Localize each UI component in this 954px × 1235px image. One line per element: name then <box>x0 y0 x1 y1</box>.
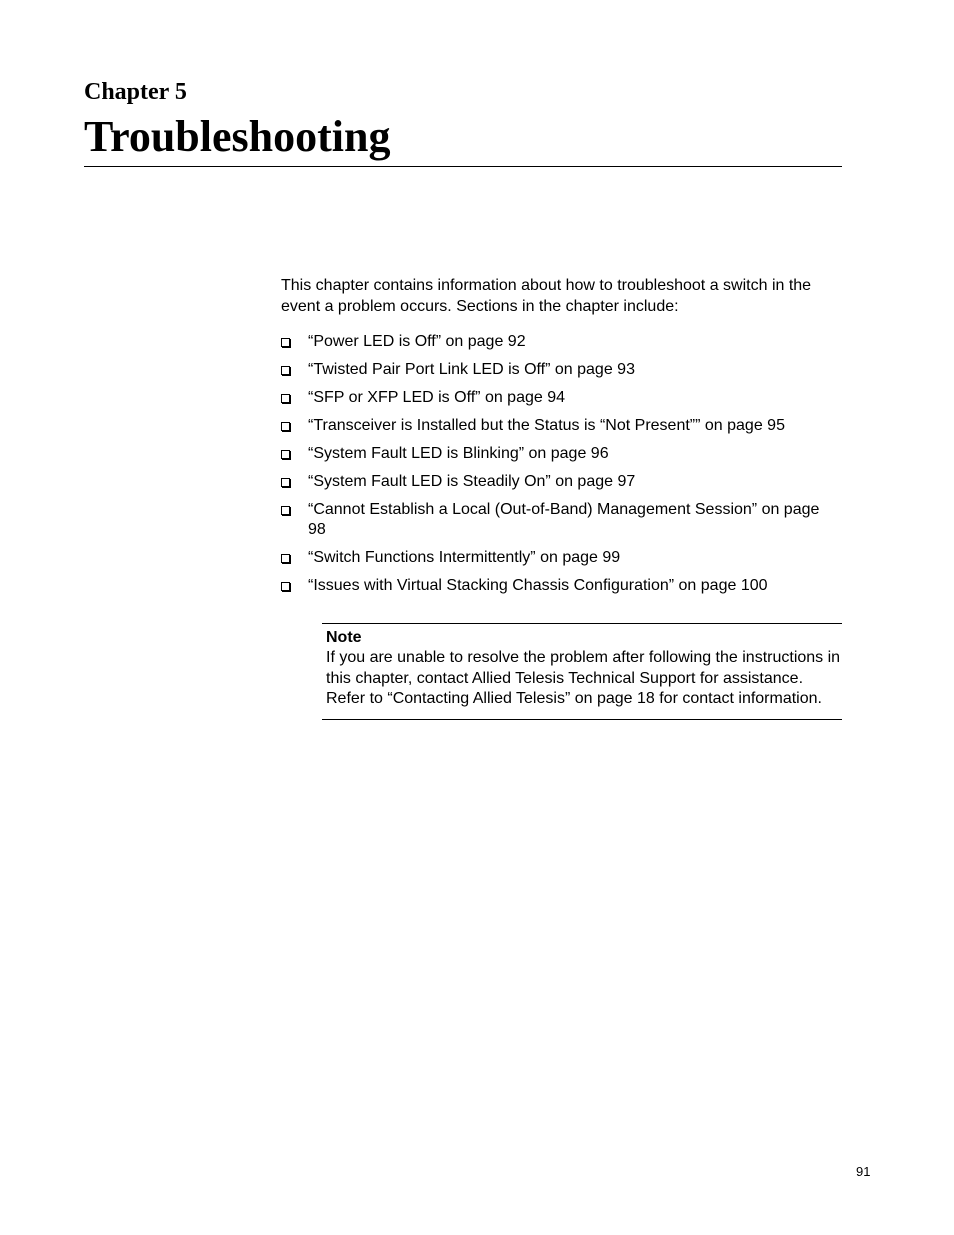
checkbox-bullet-icon <box>281 478 290 487</box>
list-item-label: “Transceiver is Installed but the Status is “Not Present”” on page 95 <box>308 417 785 434</box>
checkbox-bullet-icon <box>281 582 290 591</box>
list-item <box>281 444 841 464</box>
note-body: If you are unable to resolve the problem after following the instructions in this chapter, contact Allied Telesis Technical Support for assistance. Refer to “Contacting Allied Telesis” on page 18 for contact information. <box>326 649 841 707</box>
list-item-label: “Cannot Establish a Local (Out-of-Band) Management Session” on page 98 <box>308 501 820 538</box>
list-item-label: “SFP or XFP LED is Off” on page 94 <box>308 389 566 406</box>
page-number: 91 <box>856 1164 871 1179</box>
chapter-title: Troubleshooting <box>84 112 391 161</box>
checkbox-bullet-icon <box>281 394 290 403</box>
list-item-label: “Switch Functions Intermittently” on page 99 <box>308 549 621 566</box>
note-heading: Note <box>326 629 362 646</box>
list-item <box>281 332 841 352</box>
checkbox-bullet-icon <box>281 554 290 563</box>
chapter-label: Chapter 5 <box>84 79 187 105</box>
checkbox-bullet-icon <box>281 366 290 375</box>
checkbox-bullet-icon <box>281 422 290 431</box>
list-item <box>281 548 841 568</box>
list-item <box>281 500 841 540</box>
list-item-label: “Power LED is Off” on page 92 <box>308 333 526 350</box>
list-item <box>281 576 841 596</box>
checkbox-bullet-icon <box>281 338 290 347</box>
note-box <box>322 623 842 720</box>
list-item <box>281 388 841 408</box>
list-item-label: “System Fault LED is Blinking” on page 96 <box>308 445 609 462</box>
intro-paragraph: This chapter contains information about how to troubleshoot a switch in the event a problem occurs. Sections in the chapter include: <box>281 277 812 315</box>
list-item-label: “Twisted Pair Port Link LED is Off” on page 93 <box>308 361 635 378</box>
list-item <box>281 360 841 380</box>
section-list <box>281 332 841 604</box>
list-item-label: “Issues with Virtual Stacking Chassis Configuration” on page 100 <box>308 577 768 594</box>
checkbox-bullet-icon <box>281 450 290 459</box>
checkbox-bullet-icon <box>281 506 290 515</box>
list-item-label: “System Fault LED is Steadily On” on page 97 <box>308 473 636 490</box>
list-item <box>281 472 841 492</box>
title-divider <box>84 166 842 167</box>
list-item <box>281 416 841 436</box>
